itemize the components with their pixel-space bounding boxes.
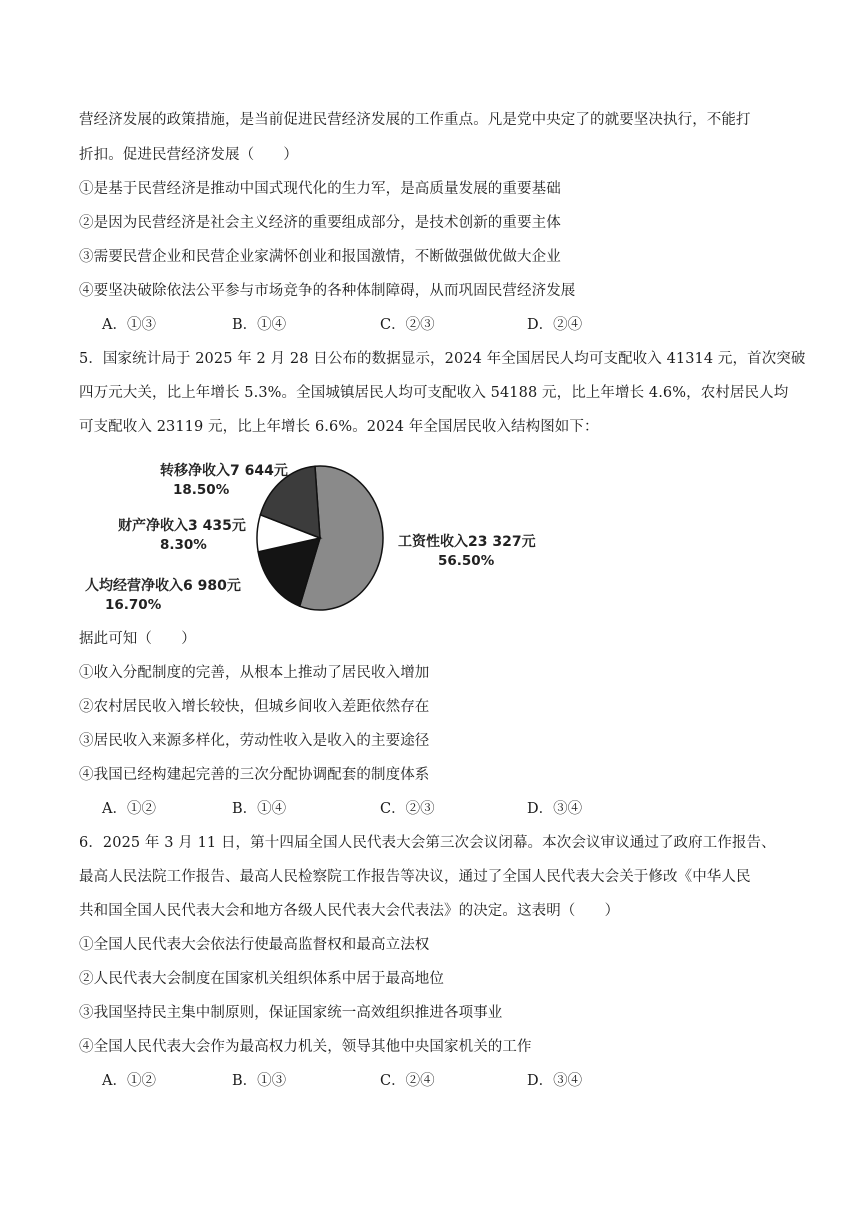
q6-option-d[interactable]: D．③④ [527,1073,583,1089]
label-property-income: 财产净收入3 435元 [118,518,246,534]
q5-item-2: ②农村居民收入增长较快，但城乡间收入差距依然存在 [79,699,430,715]
q6-item-2: ②人民代表大会制度在国家机关组织体系中居于最高地位 [79,971,444,987]
q6-option-a[interactable]: A．①② [102,1073,156,1089]
q6-stem-line-2: 最高人民法院工作报告、最高人民检察院工作报告等决议，通过了全国人民代表大会关于修改《中华人民 [79,869,751,885]
label-transfer-income: 转移净收入7 644元 [160,463,288,479]
income-structure-pie-chart [80,448,540,628]
q5-item-1: ①收入分配制度的完善，从根本上推动了居民收入增加 [79,665,430,681]
pct-business-income: 16.70% [105,597,162,613]
q5-stem-line-1: 5．国家统计局于 2025 年 2 月 28 日公布的数据显示，2024 年全国居民人均可支配收入 41314 元，首次突破 [79,351,806,367]
q5-item-4: ④我国已经构建起完善的三次分配协调配套的制度体系 [79,767,430,783]
q5-item-3: ③居民收入来源多样化，劳动性收入是收入的主要途径 [79,733,430,749]
q5-option-b[interactable]: B．①④ [232,801,287,817]
q5-option-d[interactable]: D．③④ [527,801,583,817]
pct-wage-income: 56.50% [438,553,495,569]
q4-stem-line-2: 折扣。促进民营经济发展（ ） [79,147,298,163]
q6-item-4: ④全国人民代表大会作为最高权力机关，领导其他中央国家机关的工作 [79,1039,532,1055]
q6-item-1: ①全国人民代表大会依法行使最高监督权和最高立法权 [79,937,430,953]
q4-item-4: ④要坚决破除依法公平参与市场竞争的各种体制障碍，从而巩固民营经济发展 [79,283,576,299]
q6-stem-line-3: 共和国全国人民代表大会和地方各级人民代表大会代表法》的决定。这表明（ ） [79,903,620,919]
q6-stem-line-1: 6．2025 年 3 月 11 日，第十四届全国人民代表大会第三次会议闭幕。本次会议审议通过了政府工作报告、 [79,835,776,851]
q5-option-c[interactable]: C．②③ [380,801,435,817]
q4-stem-line-1: 营经济发展的政策措施，是当前促进民营经济发展的工作重点。凡是党中央定了的就要坚决执行，不能打 [79,112,751,128]
q6-option-c[interactable]: C．②④ [380,1073,435,1089]
q5-option-a[interactable]: A．①② [102,801,156,817]
pct-transfer-income: 18.50% [173,482,230,498]
q4-option-d[interactable]: D．②④ [527,317,583,333]
label-business-income: 人均经营净收入6 980元 [85,578,241,594]
q4-item-3: ③需要民营企业和民营企业家满怀创业和报国激情，不断做强做优做大企业 [79,249,561,265]
q5-stem-line-2: 四万元大关，比上年增长 5.3%。全国城镇居民人均可支配收入 54188 元，比上年增长 4.6%，农村居民人均 [79,385,789,401]
q4-option-b[interactable]: B．①④ [232,317,287,333]
q6-item-3: ③我国坚持民主集中制原则，保证国家统一高效组织推进各项事业 [79,1005,503,1021]
q4-option-a[interactable]: A．①③ [102,317,156,333]
pct-property-income: 8.30% [160,537,207,553]
q4-option-c[interactable]: C．②③ [380,317,435,333]
q4-item-1: ①是基于民营经济是推动中国式现代化的生力军，是高质量发展的重要基础 [79,181,561,197]
label-wage-income: 工资性收入23 327元 [398,534,536,550]
q5-after-chart: 据此可知（ ） [79,631,196,647]
q4-item-2: ②是因为民营经济是社会主义经济的重要组成部分，是技术创新的重要主体 [79,215,561,231]
q6-option-b[interactable]: B．①③ [232,1073,287,1089]
q5-stem-line-3: 可支配收入 23119 元，比上年增长 6.6%。2024 年全国居民收入结构图如下： [79,419,599,435]
